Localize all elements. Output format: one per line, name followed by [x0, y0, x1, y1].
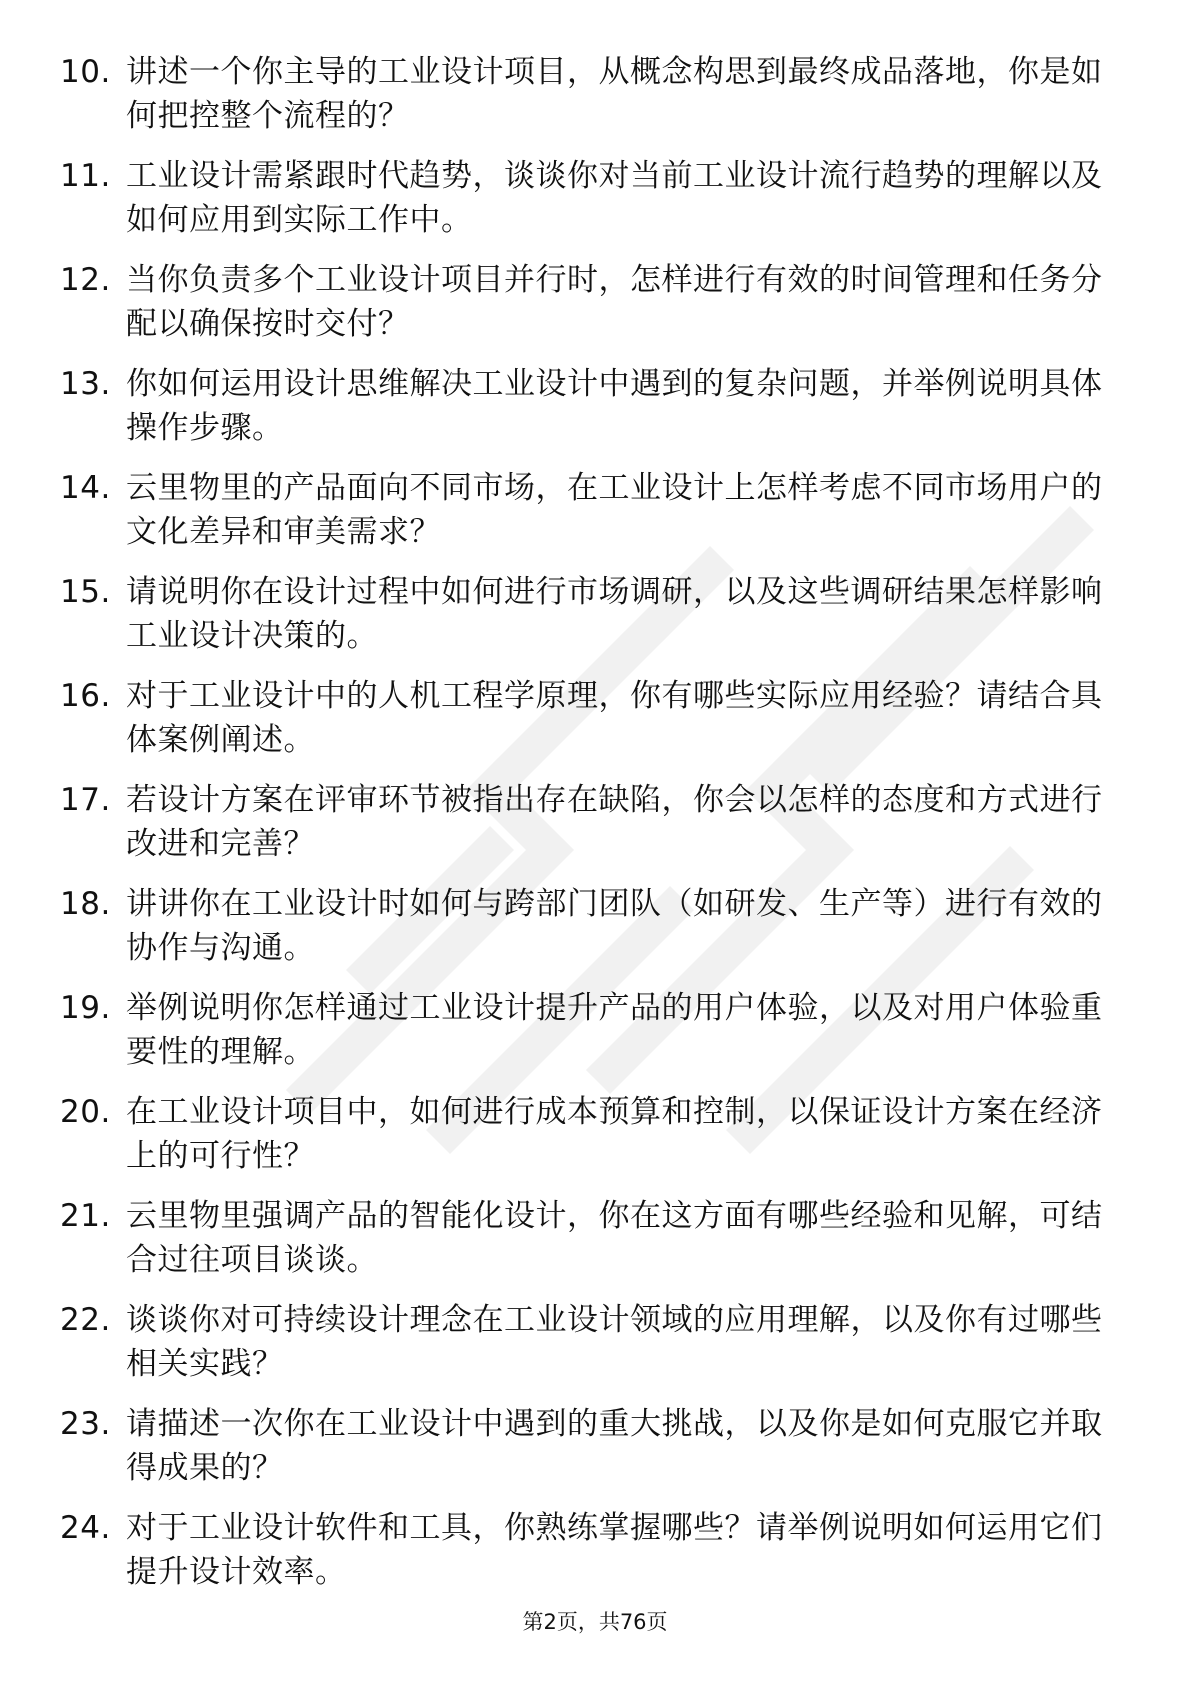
list-item: [60, 1506, 1120, 1610]
list-item: [60, 466, 1120, 570]
list-item: [60, 1298, 1120, 1402]
question-text: 请描述一次你在工业设计中遇到的重大挑战，以及你是如何克服它并取得成果的？: [126, 1406, 1103, 1486]
question-number: 12.: [60, 262, 111, 298]
question-number: 18.: [60, 886, 111, 922]
question-number: 14.: [60, 470, 111, 506]
question-number: 22.: [60, 1302, 111, 1338]
question-text: 对于工业设计中的人机工程学原理，你有哪些实际应用经验？请结合具体案例阐述。: [126, 678, 1103, 758]
question-text: 当你负责多个工业设计项目并行时，怎样进行有效的时间管理和任务分配以确保按时交付？: [126, 262, 1103, 342]
question-text: 请说明你在设计过程中如何进行市场调研，以及这些调研结果怎样影响工业设计决策的。: [126, 574, 1103, 654]
list-item: [60, 50, 1120, 154]
question-number: 24.: [60, 1510, 111, 1546]
question-text: 工业设计需紧跟时代趋势，谈谈你对当前工业设计流行趋势的理解以及如何应用到实际工作中。: [126, 158, 1103, 238]
list-item: [60, 154, 1120, 258]
question-number: 23.: [60, 1406, 111, 1442]
question-number: 20.: [60, 1094, 111, 1130]
question-number: 11.: [60, 158, 111, 194]
question-text: 对于工业设计软件和工具，你熟练掌握哪些？请举例说明如何运用它们提升设计效率。: [126, 1510, 1103, 1590]
page-footer: [0, 1607, 1190, 1637]
question-text: 讲述一个你主导的工业设计项目，从概念构思到最终成品落地，你是如何把控整个流程的？: [126, 54, 1103, 134]
question-number: 10.: [60, 54, 111, 90]
question-number: 17.: [60, 782, 111, 818]
list-item: [60, 778, 1120, 882]
question-number: 16.: [60, 678, 111, 714]
question-list: [60, 50, 1120, 1610]
list-item: [60, 882, 1120, 986]
question-text: 讲讲你在工业设计时如何与跨部门团队（如研发、生产等）进行有效的协作与沟通。: [126, 886, 1103, 966]
question-number: 15.: [60, 574, 111, 610]
question-number: 19.: [60, 990, 111, 1026]
list-item: [60, 674, 1120, 778]
list-item: [60, 362, 1120, 466]
list-item: [60, 1402, 1120, 1506]
question-text: 云里物里的产品面向不同市场，在工业设计上怎样考虑不同市场用户的文化差异和审美需求？: [126, 470, 1103, 550]
question-number: 13.: [60, 366, 111, 402]
list-item: [60, 258, 1120, 362]
list-item: [60, 1194, 1120, 1298]
page-number-label: 第2页，共76页: [522, 1610, 668, 1634]
list-item: [60, 986, 1120, 1090]
question-text: 你如何运用设计思维解决工业设计中遇到的复杂问题，并举例说明具体操作步骤。: [126, 366, 1103, 446]
question-text: 举例说明你怎样通过工业设计提升产品的用户体验，以及对用户体验重要性的理解。: [126, 990, 1103, 1070]
list-item: [60, 1090, 1120, 1194]
question-text: 在工业设计项目中，如何进行成本预算和控制，以保证设计方案在经济上的可行性？: [126, 1094, 1103, 1174]
list-item: [60, 570, 1120, 674]
question-text: 若设计方案在评审环节被指出存在缺陷，你会以怎样的态度和方式进行改进和完善？: [126, 782, 1103, 862]
question-text: 谈谈你对可持续设计理念在工业设计领域的应用理解，以及你有过哪些相关实践？: [126, 1302, 1103, 1382]
question-text: 云里物里强调产品的智能化设计，你在这方面有哪些经验和见解，可结合过往项目谈谈。: [126, 1198, 1103, 1278]
question-number: 21.: [60, 1198, 111, 1234]
